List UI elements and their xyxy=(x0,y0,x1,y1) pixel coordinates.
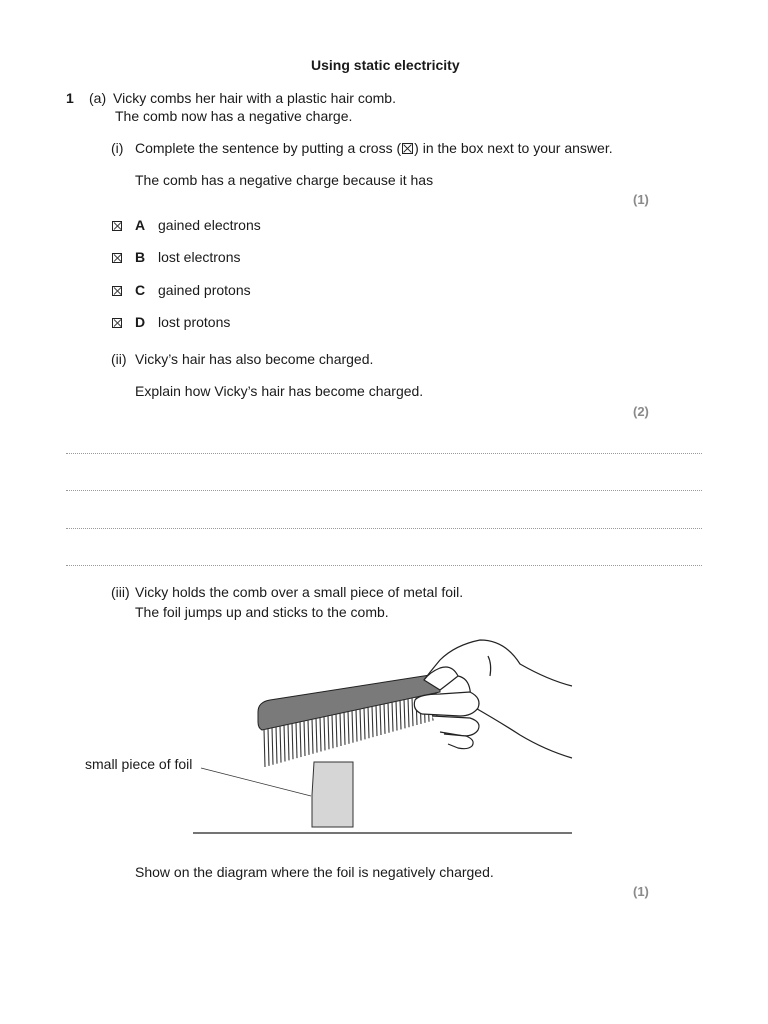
answer-line[interactable] xyxy=(66,565,702,566)
comb-tooth xyxy=(344,712,345,745)
comb-tooth xyxy=(368,707,369,739)
comb-tooth xyxy=(320,717,321,752)
intro-line-2: The comb now has a negative charge. xyxy=(115,108,353,124)
comb-tooth xyxy=(396,701,397,731)
option-text-b: lost electrons xyxy=(158,249,241,265)
answer-checkbox-b[interactable] xyxy=(112,253,122,263)
comb-tooth xyxy=(352,710,353,743)
label-leader-line xyxy=(201,768,311,796)
answer-checkbox-a[interactable] xyxy=(112,221,122,231)
foil-piece[interactable] xyxy=(312,762,353,827)
part-a-label: (a) xyxy=(89,90,107,106)
comb-tooth xyxy=(308,720,309,755)
part-i-label: (i) xyxy=(111,140,124,156)
comb-tooth xyxy=(276,726,277,763)
comb-tooth xyxy=(312,719,313,754)
comb-tooth xyxy=(332,714,333,748)
comb-tooth xyxy=(364,708,365,740)
part-iii-line-2: The foil jumps up and sticks to the comb. xyxy=(135,604,389,620)
comb-tooth xyxy=(360,708,361,740)
part-iii-label: (iii) xyxy=(111,584,130,600)
comb-tooth xyxy=(380,704,381,735)
option-letter-b: B xyxy=(135,249,146,265)
instruction-text-after: ) in the box next to your answer. xyxy=(414,140,613,156)
answer-line[interactable] xyxy=(66,453,702,454)
comb-tooth xyxy=(280,726,281,763)
comb-tooth xyxy=(400,700,401,730)
comb-tooth xyxy=(328,715,329,749)
option-letter-c: C xyxy=(135,282,146,298)
part-ii-label: (ii) xyxy=(111,351,127,367)
hand xyxy=(414,640,572,758)
comb-tooth xyxy=(356,709,357,741)
answer-checkbox-d[interactable] xyxy=(112,318,122,328)
comb-tooth xyxy=(412,697,413,726)
intro-line-1: Vicky combs her hair with a plastic hair comb. xyxy=(113,90,396,106)
part-ii-statement: Vicky’s hair has also become charged. xyxy=(135,351,374,367)
comb-tooth xyxy=(348,711,349,744)
comb-tooth xyxy=(268,728,269,766)
page-title: Using static electricity xyxy=(311,57,460,73)
comb-and-foil-diagram[interactable] xyxy=(0,630,768,850)
comb-tooth xyxy=(408,698,409,727)
comb-tooth xyxy=(324,716,325,750)
question-number: 1 xyxy=(66,90,74,106)
option-letter-d: D xyxy=(135,314,146,330)
answer-checkbox-c[interactable] xyxy=(112,286,122,296)
comb-tooth xyxy=(272,727,273,765)
part-ii-marks: (2) xyxy=(633,404,649,419)
comb-tooth xyxy=(404,699,405,728)
comb-tooth xyxy=(384,703,385,734)
comb-tooth xyxy=(316,718,317,753)
comb-tooth xyxy=(340,713,341,746)
comb-tooth xyxy=(388,703,389,733)
foil-label: small piece of foil xyxy=(85,756,193,772)
comb-tooth xyxy=(392,702,393,732)
option-text-d: lost protons xyxy=(158,314,231,330)
comb-tooth xyxy=(292,723,293,759)
part-i-stem: The comb has a negative charge because it has xyxy=(135,172,434,188)
part-i-marks: (1) xyxy=(633,192,649,207)
part-ii-prompt: Explain how Vicky’s hair has become charged. xyxy=(135,383,424,399)
answer-line[interactable] xyxy=(66,490,702,491)
part-iii-line-1: Vicky holds the comb over a small piece of metal foil. xyxy=(135,584,464,600)
comb-tooth xyxy=(376,705,377,736)
comb-tooth xyxy=(372,706,373,737)
part-i-instruction xyxy=(135,140,613,157)
crossed-box-icon xyxy=(402,143,413,154)
comb-tooth xyxy=(300,721,301,757)
instruction-text-before: Complete the sentence by putting a cross ( xyxy=(135,140,402,156)
comb-tooth xyxy=(336,714,337,748)
option-text-c: gained protons xyxy=(158,282,251,298)
answer-line[interactable] xyxy=(66,528,702,529)
part-iii-marks: (1) xyxy=(633,884,649,899)
comb-tooth xyxy=(284,725,285,762)
comb-tooth xyxy=(296,722,297,758)
option-text-a: gained electrons xyxy=(158,217,261,233)
part-iii-task: Show on the diagram where the foil is negatively charged. xyxy=(135,864,494,880)
comb-tooth xyxy=(264,729,265,767)
comb-tooth xyxy=(304,720,305,756)
option-letter-a: A xyxy=(135,217,146,233)
comb-tooth xyxy=(288,724,289,761)
